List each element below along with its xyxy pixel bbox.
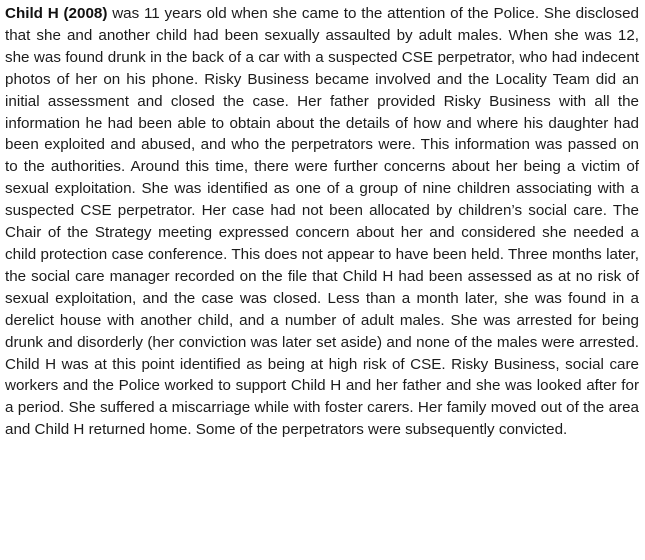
case-text: was 11 years old when she came to the attention of the Police. She disclosed that she and another child had been sexually assaulted by adult males. When she was 12, she was found drunk in the back of a car with a suspected CSE perpetrator, who had indecent photos of her on his phone. Risky Business became involved and the Locality Team did an initial assessment and closed the case. Her father provided Risky Business with all the information he had been able to obtain about the details of how and where his daughter had been exploited and abused, and who the perpetrators were. This information was passed on to the authorities. Around this time, there were further concerns about her being a victim of sexual exploitation. She was identified as one of a group of nine children associating with a suspected CSE perpetrator. Her case had not been allocated by children’s social care. The Chair of the Strategy meeting expressed concern about her and considered she needed a child protection case conference. This does not appear to have been held. Three months later, the social care manager recorded on the file that Child H had been assessed as at no risk of sexual exploitation, and the case was closed. Less than a month later, she was found in a derelict house with another child, and a number of adult males. She was arrested for being drunk and disorderly (her conviction was later set aside) and none of the males were arrested. Child H was at this point identified as being at high risk of CSE. Risky Business, social care workers and the Police worked to support Child H and her father and she was looked after for a period. She suffered a miscarriage while with foster carers. Her family moved out of the area and Child H returned home. Some of the perpetrators were subsequently convicted. bbox=[5, 5, 639, 439]
case-paragraph bbox=[5, 3, 639, 441]
case-heading: Child H (2008) bbox=[5, 5, 108, 22]
